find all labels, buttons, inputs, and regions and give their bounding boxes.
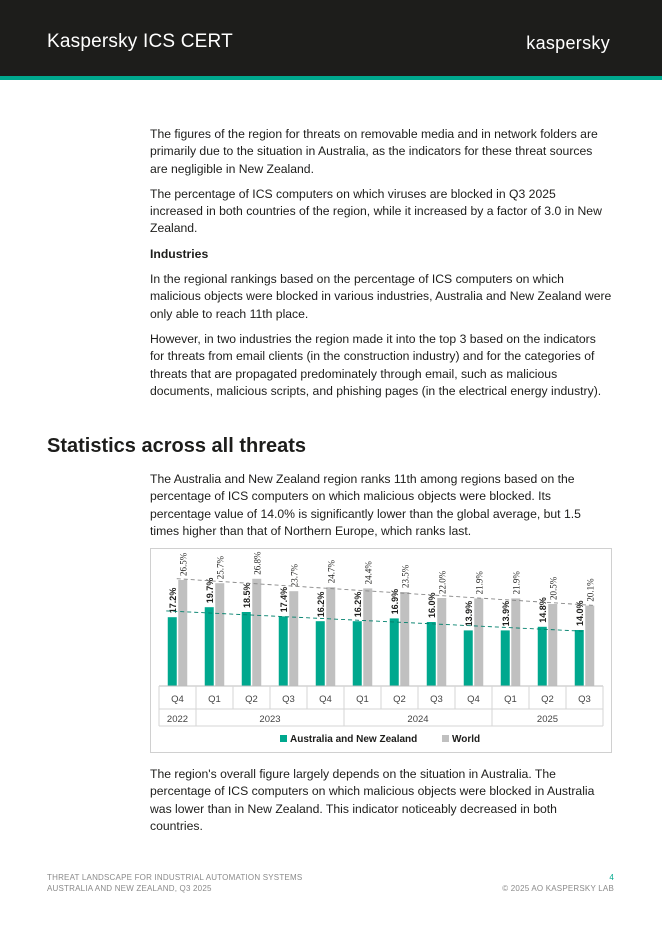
footer-report-title: THREAT LANDSCAPE FOR INDUSTRIAL AUTOMATION SYSTEMS — [47, 873, 303, 882]
bar-anz — [168, 617, 177, 686]
data-label-anz: 17.2% — [167, 587, 178, 614]
trendline-world — [177, 579, 596, 606]
data-label-world: 20.1% — [585, 578, 596, 602]
year-label: 2023 — [259, 714, 281, 725]
section-title: Statistics across all threats — [47, 435, 307, 457]
x-tick-label: Q1 — [504, 694, 517, 705]
year-label: 2024 — [407, 714, 429, 725]
intro-text — [150, 126, 612, 408]
legend-swatch-anz — [280, 735, 287, 742]
bar-world — [326, 587, 335, 686]
data-label-anz: 16.2% — [315, 591, 326, 618]
bar-world — [289, 591, 298, 686]
data-label-world: 21.9% — [474, 571, 485, 595]
data-label-world: 25.7% — [215, 555, 226, 580]
data-label-anz: 17.4% — [278, 586, 289, 613]
paragraph: The region's overall figure largely depends on the situation in Australia. The percentage of ICS computers on which malicious objects were blocked in Australia was lower than in New Zealand. This indicator noticeably decreased in both countries. — [150, 767, 595, 833]
data-label-anz: 16.0% — [426, 592, 437, 618]
data-label-world: 20.5% — [548, 576, 559, 600]
header-title: Kaspersky ICS CERT — [47, 31, 233, 52]
bar-anz — [501, 630, 510, 686]
x-tick-label: Q2 — [393, 694, 406, 705]
paragraph: The percentage of ICS computers on which viruses are blocked in Q3 2025 increased in both countries of the region, while it increased by a factor of 3.0 in New Zealand. — [150, 186, 602, 236]
bar-anz — [242, 612, 251, 686]
data-label-world: 21.9% — [511, 571, 522, 595]
kaspersky-logo: kaspersky — [526, 33, 610, 53]
paragraph: The figures of the region for threats on removable media and in network folders are primarily due to the situation in Australia, as the indicators for these threat sources are negligible in New Zealand. — [150, 127, 598, 176]
bar-anz — [316, 621, 325, 686]
x-tick-label: Q1 — [208, 694, 221, 705]
bar-anz — [427, 622, 436, 686]
bar-world — [252, 579, 261, 686]
data-label-world: 22.0% — [437, 570, 448, 594]
data-label-anz: 14.8% — [537, 597, 548, 623]
data-label-anz: 14.0% — [574, 600, 585, 626]
x-tick-label: Q4 — [467, 694, 480, 705]
bar-anz — [464, 630, 473, 686]
bar-anz — [538, 627, 547, 686]
after-chart-text — [150, 766, 612, 843]
paragraph: The Australia and New Zealand region ranks 11th among regions based on the percentage of ICS computers on which malicious objects were blocked. Its percentage value of 14.0% is significantly lower than the global average, but 1.5 times higher than that of Northern Europe, which ranks last. — [150, 472, 581, 538]
bar-anz — [390, 618, 399, 686]
bar-world — [363, 588, 372, 686]
x-tick-label: Q4 — [171, 694, 184, 705]
x-tick-label: Q4 — [319, 694, 332, 705]
bar-world — [474, 598, 483, 686]
legend-label-anz: Australia and New Zealand — [290, 734, 418, 745]
data-label-anz: 13.9% — [463, 600, 474, 627]
data-label-world: 23.7% — [289, 563, 300, 588]
data-label-world: 26.5% — [178, 552, 189, 576]
footer-left — [47, 872, 302, 894]
stats-text — [150, 471, 612, 548]
footer-right — [502, 872, 614, 894]
data-label-world: 26.8% — [252, 551, 263, 575]
x-tick-label: Q2 — [245, 694, 258, 705]
x-tick-label: Q3 — [282, 694, 295, 705]
bar-chart — [151, 549, 611, 752]
data-label-anz: 18.5% — [241, 582, 252, 608]
bar-anz — [279, 616, 288, 686]
paragraph: In the regional rankings based on the percentage of ICS computers on which malicious objects were blocked in various industries, Australia and New Zealand were only able to reach 11th place. — [150, 272, 612, 321]
data-label-world: 24.4% — [363, 561, 374, 585]
x-tick-label: Q1 — [356, 694, 369, 705]
year-label: 2022 — [166, 714, 189, 725]
x-tick-label: Q3 — [578, 694, 591, 705]
data-label-world: 24.7% — [326, 559, 337, 584]
data-label-anz: 16.9% — [389, 588, 400, 615]
chart-container — [150, 548, 612, 753]
data-label-anz: 13.9% — [500, 600, 511, 627]
bar-world — [400, 592, 409, 686]
data-label-anz: 16.2% — [352, 591, 363, 618]
x-tick-label: Q3 — [430, 694, 443, 705]
bar-world — [511, 598, 520, 686]
legend-label-world: World — [452, 734, 481, 745]
footer-report-subtitle: AUSTRALIA AND NEW ZEALAND, Q3 2025 — [47, 884, 212, 893]
header-accent-stripe — [0, 76, 662, 80]
industries-heading: Industries — [150, 246, 209, 261]
year-label: 2025 — [536, 714, 559, 725]
trendline-anz — [166, 611, 585, 631]
bar-world — [215, 583, 224, 686]
bar-world — [548, 604, 557, 686]
copyright: © 2025 AO KASPERSKY LAB — [502, 884, 614, 893]
x-tick-label: Q2 — [541, 694, 554, 705]
bar-world — [178, 580, 187, 686]
bar-world — [437, 598, 446, 686]
bar-anz — [205, 607, 214, 686]
page-header — [0, 0, 662, 76]
paragraph: However, in two industries the region made it into the top 3 based on the indicators for threats from email clients (in the construction industry) and for the categories of threats that are propagated predominately through email, such as malicious documents, malicious scripts, and phishing pages (in the electrical energy industry). — [150, 331, 602, 398]
legend-swatch-world — [442, 735, 449, 742]
data-label-world: 23.5% — [400, 564, 411, 588]
bar-anz — [575, 630, 584, 686]
bar-anz — [353, 621, 362, 686]
data-label-anz: 19.7% — [204, 577, 215, 604]
page-number: 4 — [609, 873, 614, 882]
bar-world — [585, 606, 594, 686]
